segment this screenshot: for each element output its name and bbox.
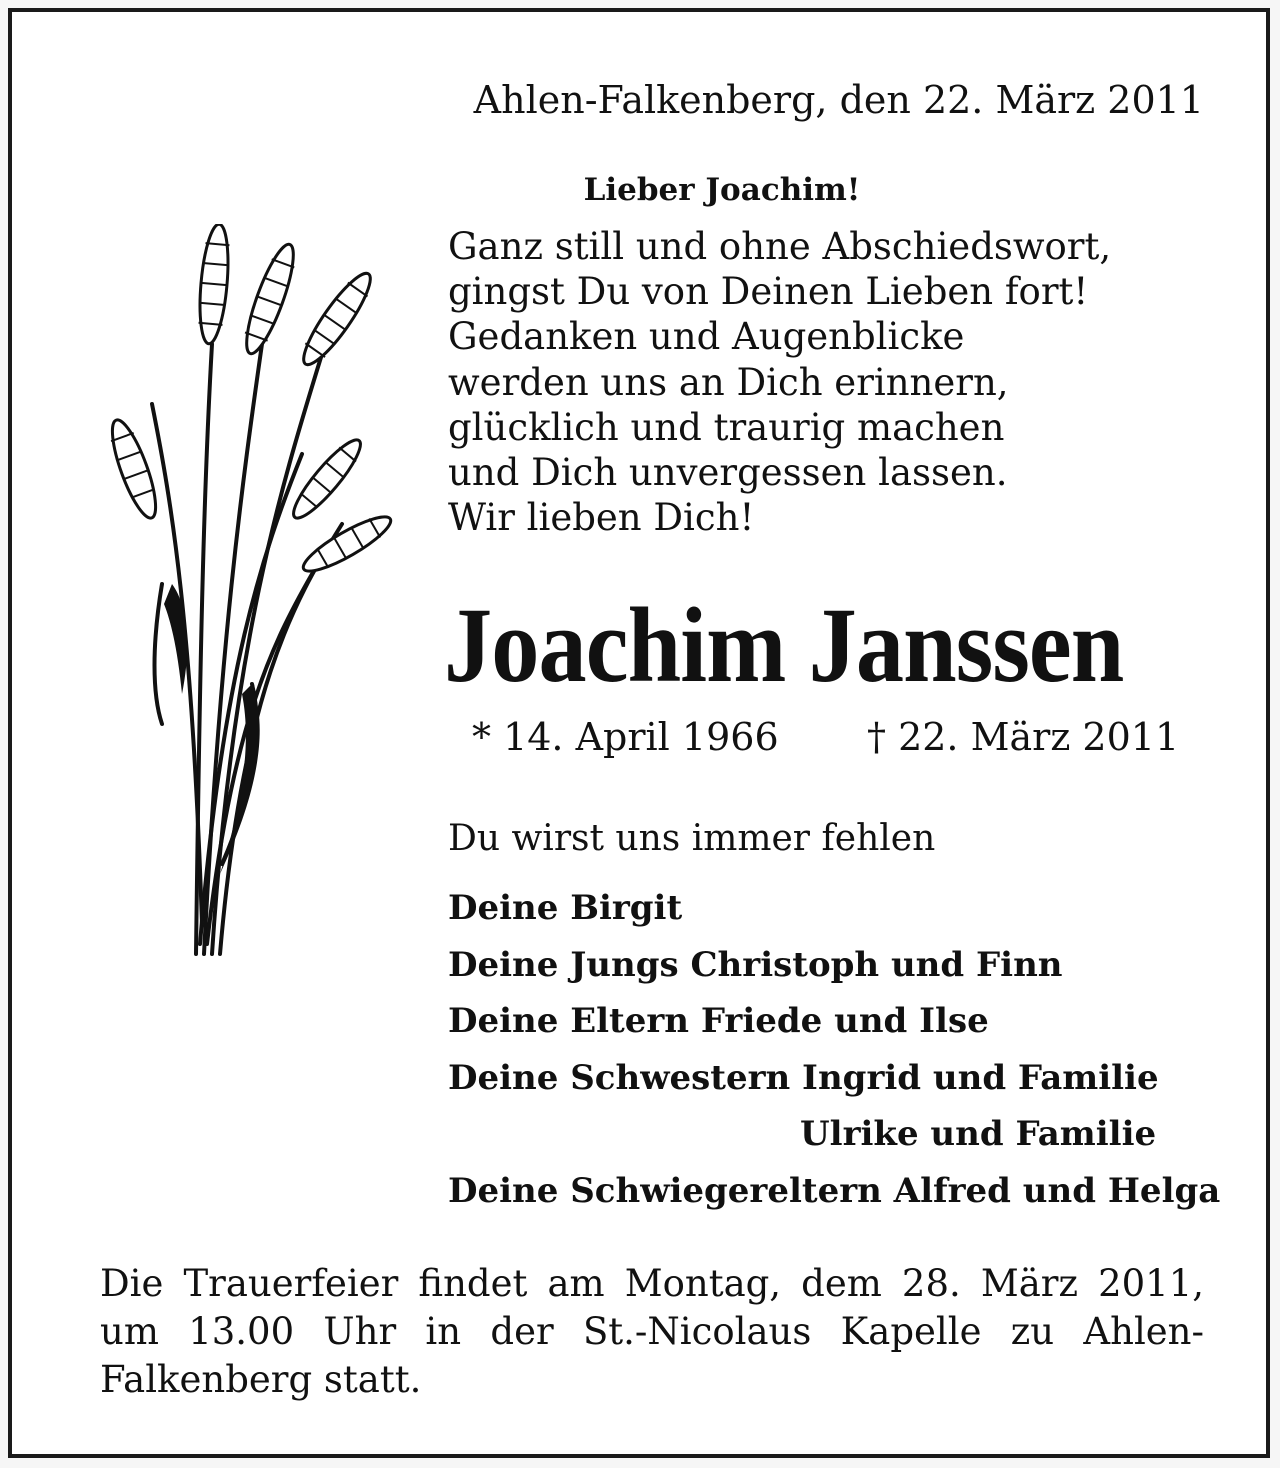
signer-line: Deine Schwestern Ingrid und Familie	[448, 1057, 1159, 1098]
poem	[448, 224, 1111, 540]
poem-line: Wir lieben Dich!	[448, 496, 755, 540]
death-date: † 22. März 2011	[867, 715, 1180, 759]
poem-line: gingst Du von Deinen Lieben fort!	[448, 270, 1089, 314]
service-line: um 13.00 Uhr in der St.-Nicolaus Kapelle zu Ahlen-	[100, 1310, 1204, 1353]
poem-line: Ganz still und ohne Abschiedswort,	[448, 225, 1112, 268]
signer-line: Ulrike und Familie	[800, 1114, 1157, 1154]
service-announcement	[100, 1260, 1204, 1404]
service-line: Die Trauerfeier findet am Montag, dem 28. März 2011,	[100, 1262, 1204, 1305]
poem-line: glücklich und traurig machen	[448, 405, 1005, 449]
wheat-sheaf-icon	[92, 224, 412, 974]
service-line: Falkenberg statt.	[100, 1358, 422, 1401]
birth-date: * 14. April 1966	[472, 715, 779, 759]
poem-line: Gedanken und Augenblicke	[448, 315, 965, 359]
deceased-name: Joachim Janssen	[444, 587, 1124, 705]
signer-line: Deine Eltern Friede und Ilse	[448, 1001, 989, 1041]
obituary-notice	[8, 8, 1270, 1458]
poem-line: werden uns an Dich erinnern,	[448, 360, 1009, 404]
signer-line: Deine Birgit	[448, 888, 683, 928]
signer-line: Deine Jungs Christoph und Finn	[448, 944, 1063, 985]
closing-line: Du wirst uns immer fehlen	[448, 818, 936, 859]
place-date: Ahlen-Falkenberg, den 22. März 2011	[473, 78, 1204, 122]
signer-line: Deine Schwiegereltern Alfred und Helga	[448, 1170, 1221, 1211]
signers-list	[448, 880, 1220, 1219]
greeting: Lieber Joachim!	[583, 172, 861, 208]
poem-line: und Dich unvergessen lassen.	[448, 451, 1008, 495]
